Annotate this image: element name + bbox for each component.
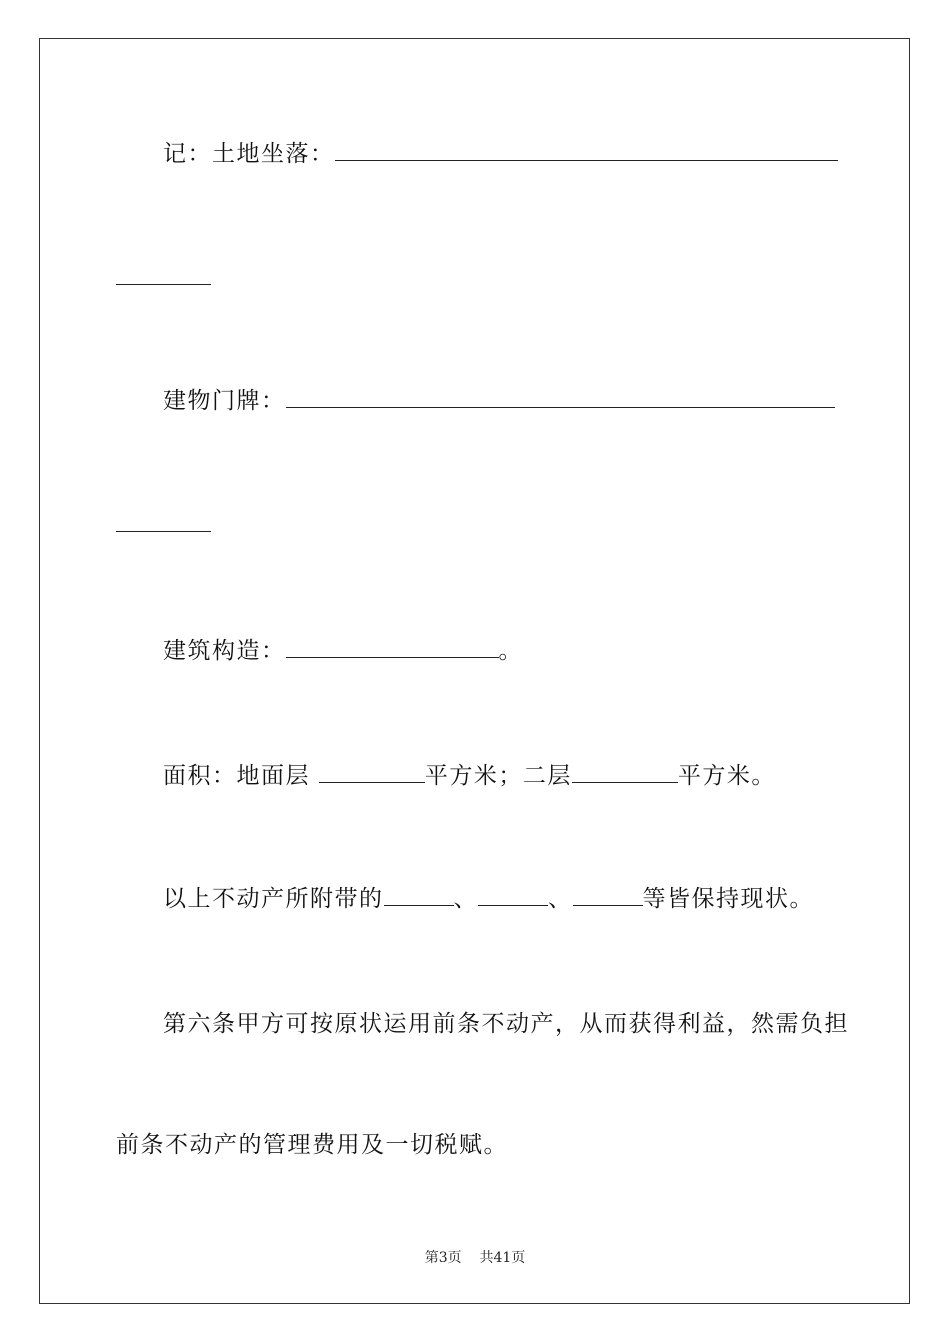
structure-label: 建筑构造： bbox=[163, 638, 286, 664]
fixtures-sep-1: 、 bbox=[453, 886, 478, 912]
page-border bbox=[39, 38, 910, 1304]
fixture-blank-1[interactable] bbox=[384, 883, 454, 906]
land-location-line bbox=[163, 138, 838, 169]
page-total: 共41页 bbox=[479, 1250, 526, 1266]
building-plate-label: 建物门牌： bbox=[163, 388, 286, 414]
structure-suffix: 。 bbox=[498, 638, 523, 664]
building-plate-blank-continued[interactable] bbox=[116, 530, 211, 532]
article-6-line-1: 第六条甲方可按原状运用前条不动产，从而获得利益，然需负担 bbox=[163, 1011, 849, 1037]
structure-line bbox=[163, 635, 523, 666]
article-6-line-2: 前条不动产的管理费用及一切税赋。 bbox=[116, 1132, 508, 1158]
ground-floor-area-blank[interactable] bbox=[319, 760, 425, 783]
building-plate-line bbox=[163, 385, 835, 416]
fixtures-label: 以上不动产所附带的 bbox=[163, 886, 384, 912]
fixtures-suffix: 等皆保持现状。 bbox=[642, 886, 814, 912]
page-footer bbox=[0, 1247, 950, 1267]
area-label: 面积：地面层 bbox=[163, 763, 319, 789]
area-unit-1: 平方米；二层 bbox=[424, 763, 572, 789]
land-location-label: 记：土地坐落： bbox=[163, 141, 335, 167]
land-location-blank[interactable] bbox=[335, 138, 838, 161]
area-unit-2: 平方米。 bbox=[677, 763, 776, 789]
fixture-blank-2[interactable] bbox=[478, 883, 548, 906]
building-plate-blank[interactable] bbox=[286, 385, 835, 408]
area-line bbox=[163, 760, 776, 791]
page-number: 第3页 bbox=[424, 1250, 462, 1266]
fixtures-line bbox=[163, 883, 814, 914]
structure-blank[interactable] bbox=[286, 635, 499, 658]
second-floor-area-blank[interactable] bbox=[572, 760, 678, 783]
fixture-blank-3[interactable] bbox=[573, 883, 643, 906]
fixtures-sep-2: 、 bbox=[548, 886, 573, 912]
land-location-blank-continued[interactable] bbox=[116, 283, 211, 285]
